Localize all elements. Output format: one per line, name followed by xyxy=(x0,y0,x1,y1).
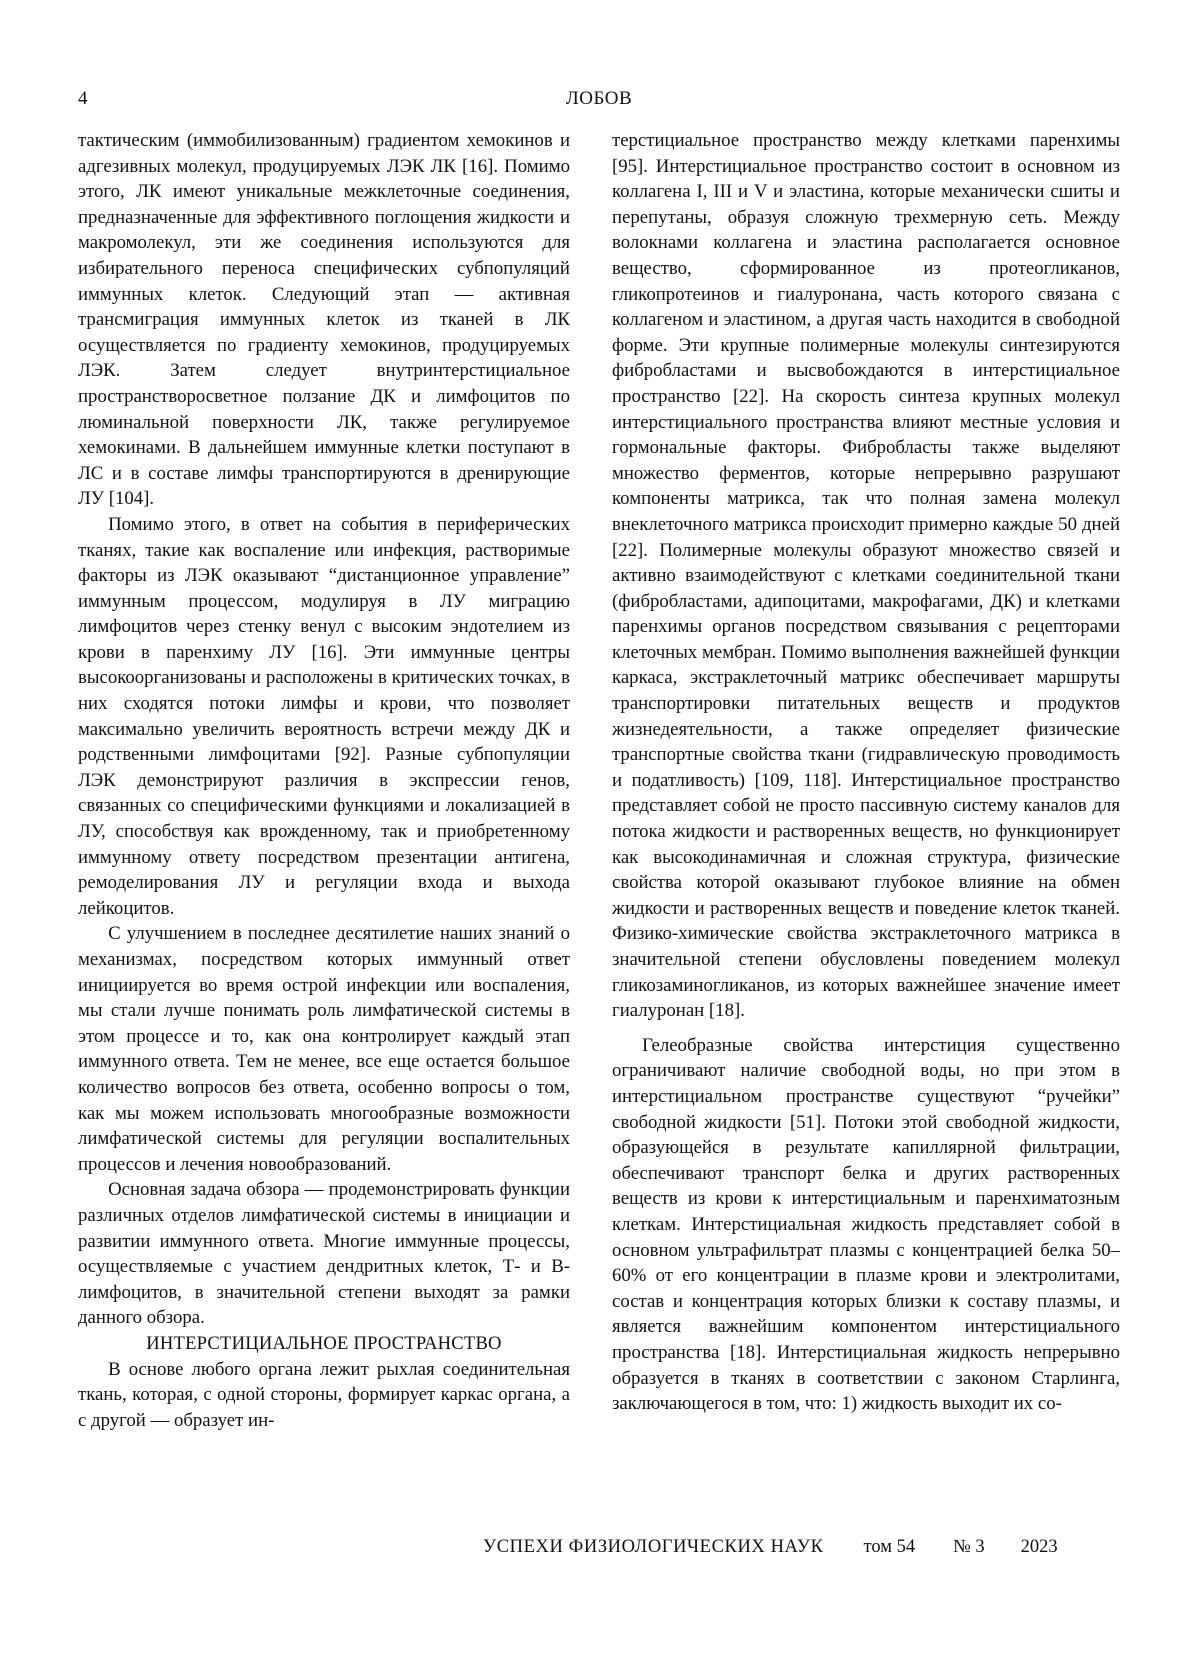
right-column xyxy=(612,128,1120,1540)
footer-issue: № 3 xyxy=(953,1537,985,1557)
section-heading: ИНТЕРСТИЦИАЛЬНОЕ ПРОСТРАНСТВО xyxy=(146,1332,502,1354)
footer-journal-title: УСПЕХИ ФИЗИОЛОГИЧЕСКИХ НАУК xyxy=(483,1537,824,1557)
paragraph: В основе любого органа лежит рыхлая соединительная ткань, которая, с одной стороны, формирует каркас органа, а с другой — образует ин- xyxy=(78,1358,570,1431)
journal-footer xyxy=(483,1537,1058,1558)
running-head-author: ЛОБОВ xyxy=(565,88,633,109)
paragraph: Основная задача обзора — продемонстрировать функции различных отделов лимфатической системы в инициации и развитии иммунного ответа. Многие иммунные процессы, осуществляемые с участием дендритных клеток, Т- и В-лимфоцитов, в значительной степени выходят за рамки данного обзора. xyxy=(78,1179,570,1329)
left-column xyxy=(78,128,570,1540)
paragraph: Помимо этого, в ответ на события в периферических тканях, такие как воспаление или инфекция, растворимые факторы из ЛЭК оказывают “дистанционное управление” иммунным процессом, модулируя в ЛУ миграцию лимфоцитов через стенку венул с высоким эндотелием из крови в паренхиму ЛУ [16]. Эти иммунные центры высокоорганизованы и расположены в критических точках, в них сходятся потоки лимфы и крови, что позволяет максимально увеличить вероятность встречи между ДК и родственными лимфоцитами [92]. Разные субпопуляции ЛЭК демонстрируют различия в экспрессии генов, связанных со специфическими функциями и локализацией в ЛУ, способствуя как врожденному, так и приобретенному иммунному ответу посредством презентации антигена, ремоделирования ЛУ и регуляции входа и выхода лейкоцитов. xyxy=(78,513,570,919)
running-head xyxy=(78,88,1120,114)
page-number: 4 xyxy=(78,88,88,109)
footer-year: 2023 xyxy=(1020,1537,1058,1557)
paragraph: тактическим (иммобилизованным) градиентом хемокинов и адгезивных молекул, продуцируемых ЛЭК ЛК [16]. Помимо этого, ЛК имеют уникальные межклеточные соединения, предназначенные для эффективного поглощения жидкости и макромолекул, эти же соединения используются для избирательного переноса специфических субпопуляций иммунных клеток. Следующий этап — активная трансмиграция иммунных клеток из тканей в ЛК осуществляется по градиенту хемокинов, продуцируемых ЛЭК. Затем следует внутринтерстициальное пространстворосветное ползание ДК и лимфоцитов по люминальной поверхности ЛК, также регулируемое хемокинами. В дальнейшем иммунные клетки поступают в ЛС и в составе лимфы транспортируются в дренирующие ЛУ [104]. xyxy=(78,130,570,510)
paragraph: С улучшением в последнее десятилетие наших знаний о механизмах, посредством которых иммунный ответ инициируется во время острой инфекции или воспаления, мы стали лучше понимать роль лимфатической системы в этом процессе и то, как она контролирует каждый этап иммунного ответа. Тем не менее, все еще остается большое количество вопросов без ответа, особенно вопросы о том, как мы можем использовать многообразные возможности лимфатической системы для регуляции воспалительных процессов и лечения новообразований. xyxy=(78,923,570,1175)
paragraph: терстициальное пространство между клетками паренхимы [95]. Интерстициальное пространство состоит в основном из коллагена I, III и V и эластина, которые механически сшиты и перепутаны, образуя сложную трехмерную сеть. Между волокнами коллагена и эластина располагается основное вещество, сформированное из протеогликанов, гликопротеинов и гиалуронана, часть которого связана с коллагеном и эластином, а другая часть находится в свободной форме. Эти крупные полимерные молекулы синтезируются фибробластами и высвобождаются в интерстициальное пространство [22]. На скорость синтеза крупных молекул интерстициального пространства влияют местные условия и гормональные факторы. Фибробласты также выделяют множество ферментов, которые непрерывно разрушают компоненты матрикса, так что полная замена молекул внеклеточного матрикса происходит примерно каждые 50 дней [22]. Полимерные молекулы образуют множество связей и активно взаимодействуют с клетками соединительной ткани (фибробластами, адипоцитами, макрофагами, ДК) и клетками паренхимы органов посредством связывания с рецепторами клеточных мембран. Помимо выполнения важнейшей функции каркаса, экстраклеточный матрикс обеспечивает маршруты транспортировки питательных веществ и продуктов жизнедеятельности, а также определяет физические транспортные свойства ткани (гидравлическую проводимость и податливость) [109, 118]. Интерстициальное пространство представляет собой не просто пассивную систему каналов для потока жидкости и растворенных веществ, но функционирует как высокодинамичная и сложная структура, физические свойства которой оказывают глубокое влияние на обмен жидкости и растворенных веществ и поведение клеток тканей. Физико-химические свойства экстраклеточного матрикса в значительной степени обусловлены поведением молекул гликозаминогликанов, из которых важнейшее значение имеет гиалуронан [18]. xyxy=(612,130,1120,1022)
footer-volume: том 54 xyxy=(863,1537,916,1557)
paragraph: Гелеобразные свойства интерстиция существенно ограничивают наличие свободной воды, но при этом в интерстициальном пространстве существуют “ручейки” свободной жидкости [51]. Потоки этой свободной жидкости, образующейся в результате капиллярной фильтрации, обеспечивают транспорт белка и других растворенных веществ из крови к интерстициальным и паренхиматозным клеткам. Интерстициальная жидкость представляет собой в основном ультрафильтрат плазмы с концентрацией белка 50–60% от его концентрации в плазме крови и электролитами, состав и концентрация которых близки к составу плазмы, и является важнейшим компонентом интерстициального пространства [18]. Интерстициальная жидкость непрерывно образуется в тканях в соответствии с законом Старлинга, заключающегося в том, что: 1) жидкость выходит их со- xyxy=(612,1034,1120,1415)
